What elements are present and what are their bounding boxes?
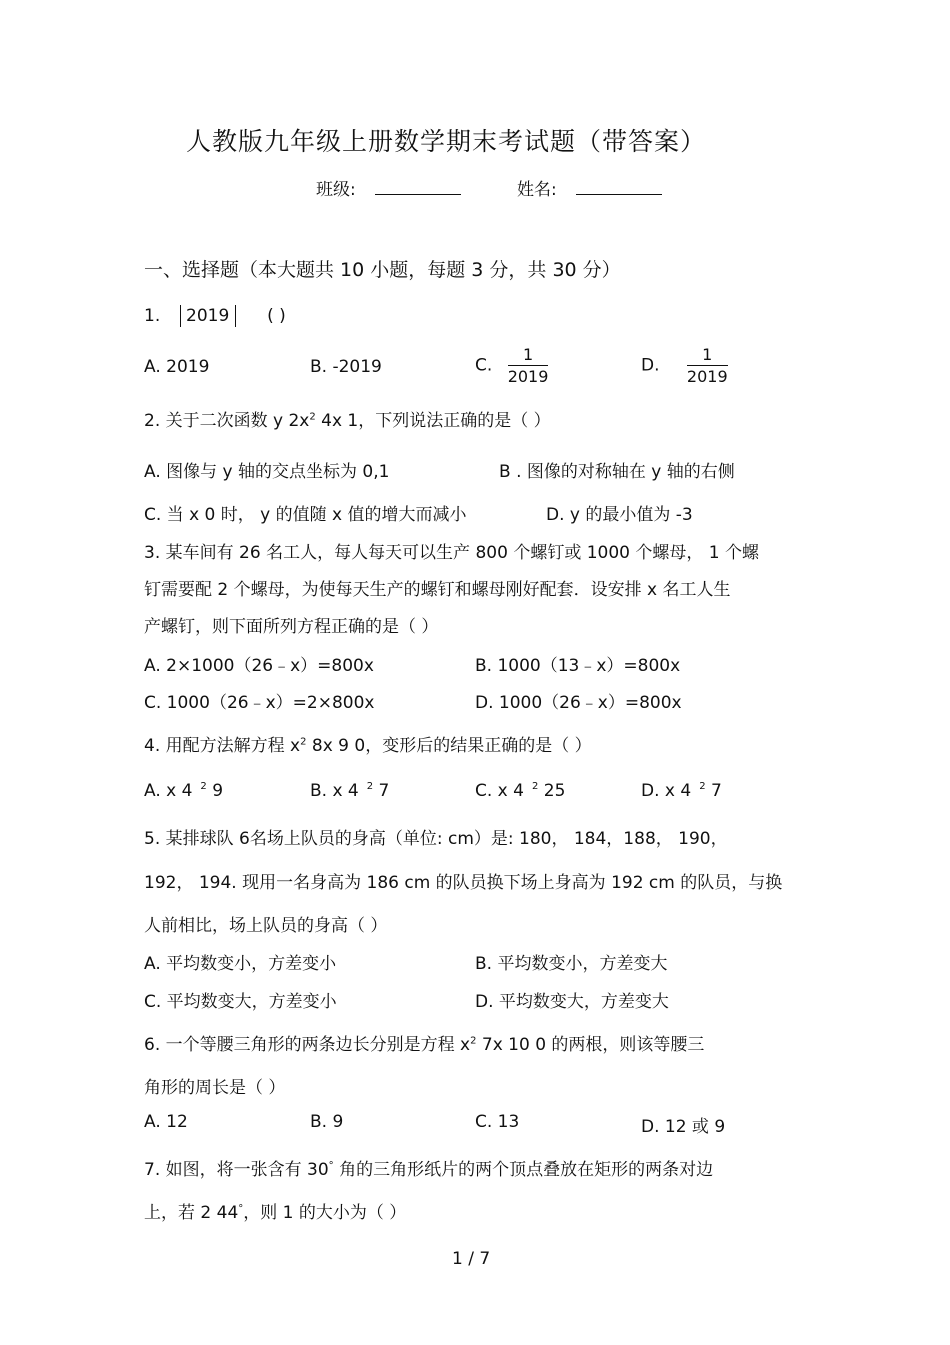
q4-option-b-rhs: 7 bbox=[373, 781, 390, 801]
q4-option-c-exponent: 2 bbox=[531, 781, 539, 793]
question-2-stem bbox=[144, 406, 551, 431]
q4-option-c-rhs: 25 bbox=[538, 781, 566, 801]
q4-option-c-text: C. x 4 bbox=[475, 781, 524, 801]
q5-option-b: B. 平均数变小，方差变大 bbox=[475, 954, 668, 974]
q5-line-1: 5. 某排球队 6名场上队员的身高（单位: cm）是: 180， 184，188， 190， bbox=[144, 829, 728, 849]
q1-option-d bbox=[641, 345, 728, 386]
q6-line-2: 角形的周长是（ ） bbox=[144, 1078, 286, 1098]
q4-option-d bbox=[641, 781, 722, 801]
q7-line1-a: 7. 如图，将一张含有 30 bbox=[144, 1160, 329, 1180]
q4-option-a-exponent: 2 bbox=[200, 781, 207, 793]
question-4-stem bbox=[144, 731, 592, 756]
q3-option-b: B. 1000（13﹣x）=800x bbox=[475, 656, 681, 676]
q4-option-a-rhs: 9 bbox=[206, 781, 224, 801]
q7-degree-1: ° bbox=[328, 1160, 334, 1172]
q2-stem-b: 4x 1，下列说法正确的是（ ） bbox=[315, 411, 551, 431]
fraction-c-numerator: 1 bbox=[508, 345, 549, 366]
q1-option-b: B. -2019 bbox=[310, 357, 382, 377]
q1-option-c-label: C. bbox=[475, 355, 493, 376]
question-6-stem bbox=[144, 1030, 704, 1055]
q4-option-b-exponent: 2 bbox=[366, 781, 374, 793]
q3-option-d: D. 1000（26﹣x）=800x bbox=[475, 693, 682, 713]
question-7-line-1 bbox=[144, 1155, 713, 1180]
abs-bar-left bbox=[180, 305, 181, 327]
q5-option-d: D. 平均数变大，方差变大 bbox=[475, 992, 669, 1012]
q2-option-a: A. 图像与 y 轴的交点坐标为 0,1 bbox=[144, 462, 390, 482]
q3-line-3: 产螺钉，则下面所列方程正确的是（ ） bbox=[144, 617, 439, 637]
q1-number: 1. bbox=[144, 306, 161, 326]
q6-stem-a: 6. 一个等腰三角形的两条边长分别是方程 x bbox=[144, 1035, 471, 1055]
q5-option-a: A. 平均数变小，方差变小 bbox=[144, 954, 337, 974]
class-field bbox=[316, 175, 461, 200]
class-label: 班级: bbox=[316, 180, 356, 200]
fraction-c bbox=[508, 345, 549, 386]
q6-option-c: C. 13 bbox=[475, 1112, 520, 1132]
q4-option-d-text: D. x 4 bbox=[641, 781, 692, 801]
q4-option-b bbox=[310, 781, 389, 801]
q6-option-a: A. 12 bbox=[144, 1112, 188, 1132]
question-1-stem bbox=[144, 305, 286, 327]
name-blank bbox=[576, 180, 662, 195]
q3-line-2: 钉需要配 2 个螺母，为使每天生产的螺钉和螺母刚好配套．设安排 x 名工人生 bbox=[144, 580, 731, 600]
fraction-d-denominator: 2019 bbox=[686, 367, 728, 386]
q7-line2-b: ，则 1 的大小为（ ） bbox=[243, 1203, 407, 1223]
q7-line1-b: 角的三角形纸片的两个顶点叠放在矩形的两条对边 bbox=[333, 1160, 714, 1180]
q5-line-2: 192， 194. 现用一名身高为 186 cm 的队员换下场上身高为 192 cm 的队员，与换 bbox=[144, 873, 783, 893]
question-7-line-2 bbox=[144, 1198, 406, 1223]
q2-option-c: C. 当 x 0 时， y 的值随 x 值的增大而减小 bbox=[144, 505, 467, 525]
q3-line-1: 3. 某车间有 26 名工人，每人每天可以生产 800 个螺钉或 1000 个螺母， 1 个螺 bbox=[144, 543, 760, 563]
q1-paren: ( ) bbox=[267, 306, 286, 326]
q4-option-d-rhs: 7 bbox=[705, 781, 722, 801]
q4-option-d-exponent: 2 bbox=[699, 781, 706, 793]
q5-option-c: C. 平均数变大，方差变小 bbox=[144, 992, 337, 1012]
name-label: 姓名: bbox=[517, 180, 557, 200]
q2-option-b: B . 图像的对称轴在 y 轴的右侧 bbox=[499, 462, 735, 482]
q6-option-b: B. 9 bbox=[310, 1112, 344, 1132]
q2-exponent: 2 bbox=[309, 411, 316, 423]
q2-stem-a: 2. 关于二次函数 y 2x bbox=[144, 411, 310, 431]
name-field bbox=[517, 175, 662, 200]
q7-degree-2: ° bbox=[238, 1203, 244, 1215]
q1-abs-value: 2019 bbox=[186, 306, 230, 326]
page-number: 1 / 7 bbox=[452, 1249, 491, 1269]
q4-exponent: 2 bbox=[300, 736, 307, 748]
q4-stem-a: 4. 用配方法解方程 x bbox=[144, 736, 301, 756]
abs-bar-right bbox=[235, 305, 236, 327]
q4-option-a-text: A. x 4 bbox=[144, 781, 193, 801]
q4-option-a bbox=[144, 781, 223, 801]
q3-option-c: C. 1000（26﹣x）=2×800x bbox=[144, 693, 375, 713]
q1-option-c bbox=[475, 345, 548, 386]
page-title: 人教版九年级上册数学期末考试题（带答案） bbox=[186, 127, 707, 156]
q6-exponent: 2 bbox=[470, 1035, 477, 1047]
q3-option-a: A. 2×1000（26﹣x）=800x bbox=[144, 656, 374, 676]
fraction-d bbox=[687, 345, 728, 386]
class-blank bbox=[375, 180, 461, 195]
fraction-c-denominator: 2019 bbox=[507, 367, 549, 386]
section-heading: 一、选择题（本大题共 10 小题，每题 3 分，共 30 分） bbox=[144, 259, 621, 281]
q4-option-c bbox=[475, 781, 565, 801]
q4-option-b-text: B. x 4 bbox=[310, 781, 359, 801]
q2-option-d: D. y 的最小值为 -3 bbox=[546, 505, 693, 525]
q1-option-a: A. 2019 bbox=[144, 357, 210, 377]
fraction-d-numerator: 1 bbox=[687, 345, 728, 366]
q6-option-d: D. 12 或 9 bbox=[641, 1117, 726, 1137]
q5-line-3: 人前相比，场上队员的身高（ ） bbox=[144, 916, 388, 936]
q4-stem-b: 8x 9 0，变形后的结果正确的是（ ） bbox=[306, 736, 592, 756]
q7-line2-a: 上，若 2 44 bbox=[144, 1203, 239, 1223]
q1-option-d-label: D. bbox=[641, 355, 660, 376]
q6-stem-b: 7x 10 0 的两根，则该等腰三 bbox=[476, 1035, 705, 1055]
